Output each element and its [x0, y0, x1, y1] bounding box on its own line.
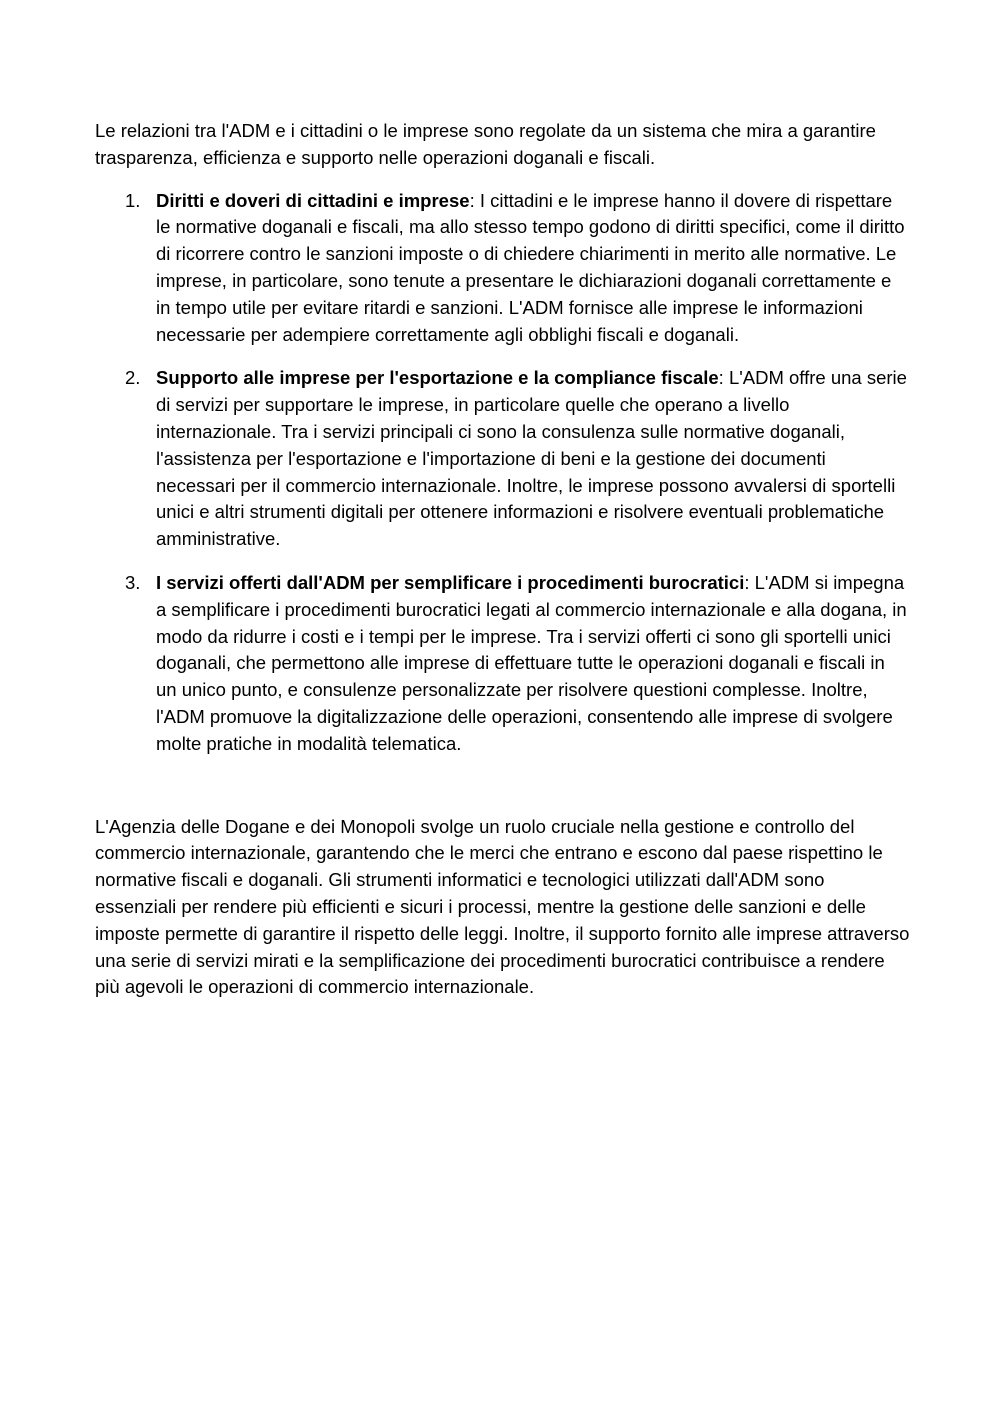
list-item-title: Diritti e doveri di cittadini e imprese [156, 189, 470, 211]
numbered-list [95, 188, 910, 758]
list-item-number: 3. [125, 571, 141, 593]
list-item-rights-duties [95, 188, 910, 349]
list-item-title: Supporto alle imprese per l'esportazione e la compliance fiscale [156, 367, 719, 389]
list-item-title: I servizi offerti dall'ADM per semplificare i procedimenti burocratici [156, 571, 745, 593]
list-item-number: 1. [125, 189, 141, 211]
intro-paragraph: Le relazioni tra l'ADM e i cittadini o le imprese sono regolate da un sistema che mira a garantire trasparenza, efficienza e supporto nelle operazioni doganali e fiscali. [95, 120, 876, 168]
list-item-text: : I cittadini e le imprese hanno il dovere di rispettare le normative doganali e fiscali, ma allo stesso tempo godono di diritti specifici, come il diritto di ricorrere contro le sanzioni imposte o di chiedere chiarimenti in merito alle normative. Le imprese, in particolare, sono tenute a presentare le dichiarazioni doganali correttamente e in tempo utile per evitare ritardi e sanzioni. L'ADM fornisce alle imprese le informazioni necessarie per adempiere correttamente agli obblighi fiscali e doganali. [156, 189, 905, 345]
list-item-export-support [95, 365, 910, 553]
list-item-text: : L'ADM si impegna a semplificare i procedimenti burocratici legati al commercio internazionale e alla dogana, in modo da ridurre i costi e i tempi per le imprese. Tra i servizi offerti ci sono gli sportelli unici doganali, che permettono alle imprese di effettuare tutte le operazioni doganali e fiscali in un unico punto, e consulenze personalizzate per risolvere questioni complesse. Inoltre, l'ADM promuove la digitalizzazione delle operazioni, consentendo alle imprese di svolgere molte pratiche in modalità telematica. [156, 571, 907, 754]
list-item-simplification-services [95, 570, 910, 758]
list-item-text: : L'ADM offre una serie di servizi per supportare le imprese, in particolare quelle che operano a livello internazionale. Tra i servizi principali ci sono la consulenza sulle normative doganali, l'assistenza per l'esportazione e l'importazione di beni e la gestione dei documenti necessari per il commercio internazionale. Inoltre, le imprese possono avvalersi di sportelli unici e altri strumenti digitali per ottenere informazioni e risolvere eventuali problematiche amministrative. [156, 367, 907, 550]
document-page [95, 118, 910, 1001]
list-item-number: 2. [125, 367, 141, 389]
closing-paragraph: L'Agenzia delle Dogane e dei Monopoli svolge un ruolo cruciale nella gestione e controllo del commercio internazionale, garantendo che le merci che entrano e escono dal paese rispettino le normative fiscali e doganali. Gli strumenti informatici e tecnologici utilizzati dall'ADM sono essenziali per rendere più efficienti e sicuri i processi, mentre la gestione delle sanzioni e delle imposte permette di garantire il rispetto delle leggi. Inoltre, il supporto fornito alle imprese attraverso una serie di servizi mirati e la semplificazione dei procedimenti burocratici contribuisce a rendere più agevoli le operazioni di commercio internazionale. [95, 815, 910, 998]
